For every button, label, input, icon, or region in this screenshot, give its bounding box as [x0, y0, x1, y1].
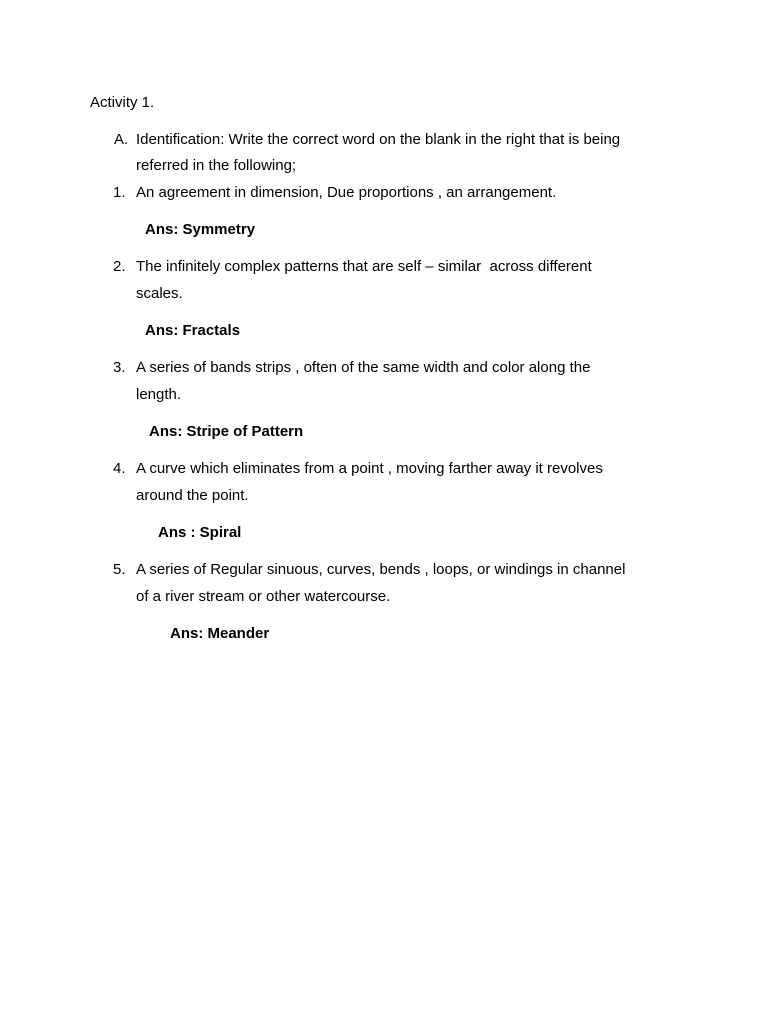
- item-answer: Ans: Stripe of Pattern: [149, 423, 304, 440]
- item-question-line: A series of bands strips , often of the same width and color along the: [136, 359, 591, 376]
- item-question-line: An agreement in dimension, Due proportions , an arrangement.: [136, 184, 557, 201]
- activity-heading: Activity 1.: [90, 94, 155, 111]
- item-number: 3.: [113, 359, 126, 376]
- item-question-line: of a river stream or other watercourse.: [136, 588, 391, 605]
- item-question-line: A curve which eliminates from a point , moving farther away it revolves: [136, 460, 603, 477]
- section-marker: A.: [114, 131, 129, 148]
- item-answer: Ans : Spiral: [158, 524, 242, 541]
- item-answer: Ans: Fractals: [145, 322, 241, 339]
- item-answer: Ans: Symmetry: [145, 221, 256, 238]
- section-instruction-line-1: Identification: Write the correct word on the blank in the right that is being: [136, 131, 621, 148]
- item-question-line: scales.: [136, 285, 183, 302]
- item-question-line: around the point.: [136, 487, 249, 504]
- item-question-line: length.: [136, 386, 182, 403]
- item-number: 4.: [113, 460, 126, 477]
- item-question-line: A series of Regular sinuous, curves, bends , loops, or windings in channel: [136, 561, 626, 578]
- item-number: 5.: [113, 561, 126, 578]
- item-question-line: The infinitely complex patterns that are self – similar across different: [136, 258, 592, 275]
- item-number: 1.: [113, 184, 126, 201]
- item-answer: Ans: Meander: [170, 625, 270, 642]
- section-instruction-line-2: referred in the following;: [136, 157, 297, 174]
- item-number: 2.: [113, 258, 126, 275]
